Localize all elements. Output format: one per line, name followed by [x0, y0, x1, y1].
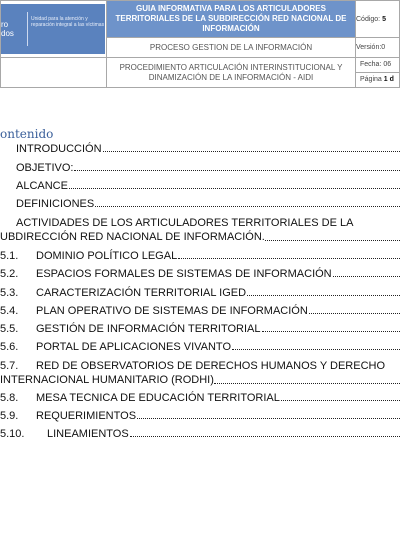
toc-leader-dots — [214, 382, 400, 384]
toc-subentry-label: CARACTERIZACIÓN TERRITORIAL IGED — [36, 287, 247, 299]
toc-subentry[interactable] — [0, 287, 400, 299]
toc-leader-dots — [130, 435, 400, 437]
codigo-label: Código: — [356, 15, 381, 23]
toc-leader-dots — [137, 417, 400, 419]
toc-subentry-number: 5.5. — [0, 323, 19, 335]
toc-entry[interactable] — [0, 180, 400, 192]
process-name: PROCESO GESTION DE LA INFORMACIÓN — [107, 38, 356, 58]
toc-subentry-label: MESA TECNICA DE EDUCACIÓN TERRITORIAL — [36, 392, 280, 404]
toc-leader-dots — [262, 330, 400, 332]
toc-leader-dots — [333, 275, 400, 277]
toc-subentry-label: ESPACIOS FORMALES DE SISTEMAS DE INFORMACIÓN — [36, 268, 332, 280]
toc-entry-label: DEFINICIONES — [16, 198, 95, 210]
logo-cell — [1, 1, 107, 58]
pagina-value: 1 d — [383, 76, 394, 83]
toc-subentry-label: PORTAL DE APLICACIONES VIVANTO — [36, 341, 232, 353]
toc-subentry-label: LINEAMIENTOS — [47, 428, 129, 440]
toc-entry-label: INTRODUCCIÓN — [16, 143, 102, 155]
toc-subentry-rodhi[interactable] — [0, 359, 400, 387]
toc-leader-dots — [309, 312, 400, 314]
toc-leader-dots — [103, 150, 400, 152]
toc-subentry-number: 5.9. — [0, 410, 19, 422]
codigo-value: 5 — [382, 15, 386, 23]
toc-subentry-number: 5.4. — [0, 305, 19, 317]
fecha-value: 06 — [383, 61, 392, 68]
toc-entry[interactable] — [0, 143, 400, 155]
toc-leader-dots — [232, 348, 400, 350]
toc-activities-line2: UBDIRECCIÓN RED NACIONAL DE INFORMACIÓN. — [0, 231, 265, 243]
toc-rodhi-line2-row — [0, 373, 400, 387]
toc-entry-activities[interactable] — [0, 216, 400, 244]
logo-right-text: Unidad para la atención y reparación integral a las víctimas — [31, 16, 105, 28]
toc-subentry[interactable] — [0, 250, 400, 262]
document-title: GUIA INFORMATIVA PARA LOS ARTICULADORES TERRITORIALES DE LA SUBDIRECCIÓN RED NACIONAL DE INFORMACIÓN — [107, 1, 356, 38]
toc-leader-dots — [265, 239, 400, 241]
toc-subentry-label: PLAN OPERATIVO DE SISTEMAS DE INFORMACIÓN — [36, 305, 308, 317]
toc-rodhi-line2: INTERNACIONAL HUMANITARIO (RODHI) — [0, 374, 214, 386]
toc-subentry-number: 5.8. — [0, 392, 19, 404]
toc-subentry-label: DOMINIO POLÍTICO LEGAL — [36, 250, 178, 262]
toc-rodhi-line1-row — [0, 359, 400, 373]
toc-entry[interactable] — [0, 198, 400, 210]
toc-activities-line2-row — [0, 230, 400, 244]
toc-leader-dots — [95, 205, 400, 207]
toc-subentry-number: 5.7. — [0, 360, 19, 372]
toc-subentry[interactable] — [0, 323, 400, 335]
toc-subentry[interactable] — [0, 305, 400, 317]
toc-subentry-label: GESTIÓN DE INFORMACIÓN TERRITORIAL — [36, 323, 261, 335]
fecha-pagina-cell — [356, 58, 400, 88]
toc-entry-label: ALCANCE — [16, 180, 68, 192]
toc-subentry-number: 5.3. — [0, 287, 19, 299]
pagina-row — [356, 73, 399, 87]
toc-leader-dots — [69, 187, 400, 189]
fecha-label: Fecha: — [360, 61, 382, 68]
toc-activities-line1: ACTIVIDADES DE LOS ARTICULADORES TERRITORIALES DE LA — [16, 217, 354, 229]
toc-subentry[interactable] — [0, 410, 400, 422]
logo-left-text: ro dos — [1, 20, 14, 38]
toc-leader-dots — [247, 294, 400, 296]
unidad-victimas-logo — [1, 4, 105, 54]
toc-entry-label: OBJETIVO: — [16, 162, 74, 174]
toc-subentry[interactable] — [0, 392, 400, 404]
document-header — [0, 0, 400, 88]
toc-leader-dots — [74, 169, 400, 171]
toc-subentry-number: 5.2. — [0, 268, 19, 280]
toc-heading: ontenido — [0, 127, 54, 141]
fecha-row — [356, 58, 399, 73]
pagina-label: Página — [360, 76, 382, 83]
version-label: Versión: — [356, 44, 382, 51]
toc-leader-dots — [178, 257, 400, 259]
version-value: 0 — [381, 44, 386, 51]
toc-subentry-number: 5.10. — [0, 428, 25, 440]
logo-divider — [27, 12, 28, 46]
toc-rodhi-line1: RED DE OBSERVATORIOS DE DERECHOS HUMANOS Y DERECHO — [36, 360, 386, 372]
logo-bottom-cell — [1, 58, 107, 88]
toc-subentry-number: 5.1. — [0, 250, 19, 262]
toc-entry[interactable] — [0, 162, 400, 174]
toc-subentry[interactable] — [0, 428, 400, 440]
toc-subentry[interactable] — [0, 341, 400, 353]
toc-subentry-label: REQUERIMIENTOS — [36, 410, 137, 422]
toc-subentry[interactable] — [0, 268, 400, 280]
toc-leader-dots — [281, 399, 400, 401]
procedure-name: PROCEDIMIENTO ARTICULACIÓN INTERINSTITUCIONAL Y DINAMIZACIÓN DE LA INFORMACIÓN - AIDI — [107, 58, 356, 88]
toc-subentry-number: 5.6. — [0, 341, 19, 353]
version-cell — [356, 38, 400, 58]
codigo-cell — [356, 1, 400, 38]
